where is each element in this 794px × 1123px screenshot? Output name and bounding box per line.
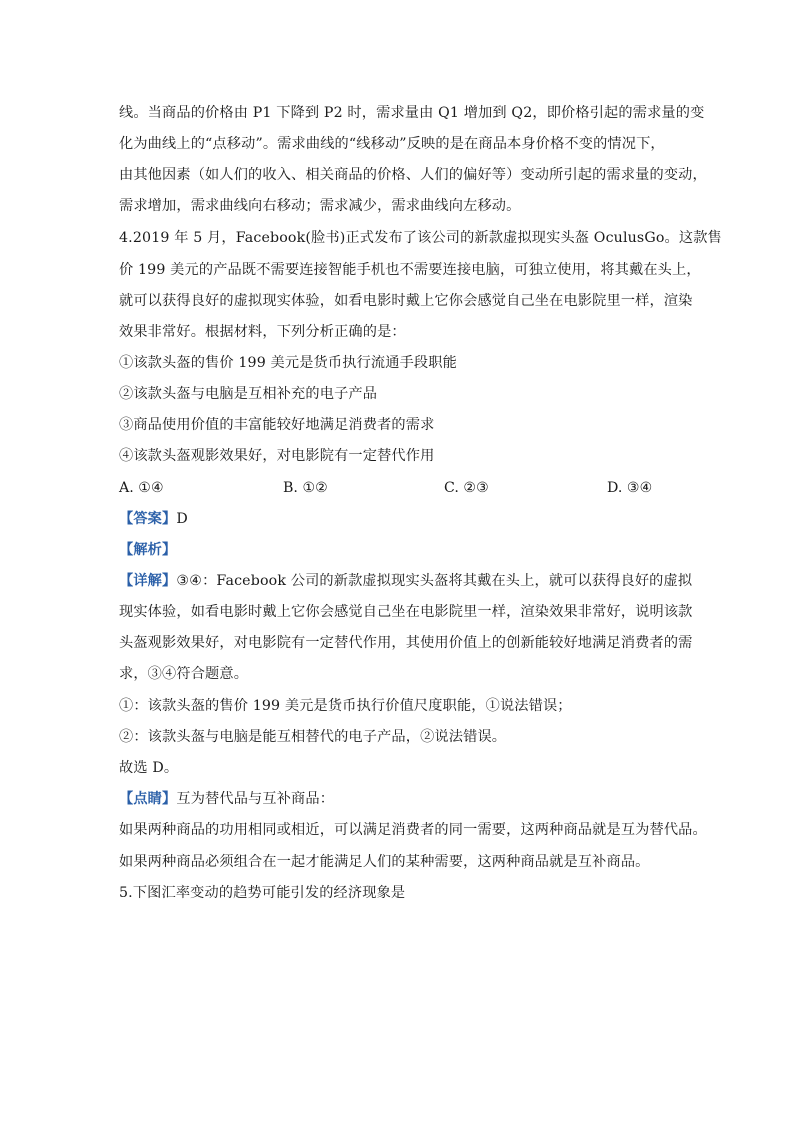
detail-line: [119, 571, 693, 591]
answer-tag: 【答案】: [119, 511, 177, 527]
detail-line: 求，③④符合题意。: [119, 666, 249, 682]
question4-stem-line: 4.2019 年 5 月，Facebook(脸书)正式发布了该公司的新款虚拟现实头盔 OculusGo。这款售: [119, 230, 722, 246]
tip-tag: 【点睛】: [119, 791, 177, 807]
detail-line: ②：该款头盔与电脑是能互相替代的电子产品，②说法错误。: [119, 729, 507, 745]
question4-stem-line: 价 199 美元的产品既不需要连接智能手机也不需要连接电脑，可独立使用，将其戴在头上，: [119, 262, 701, 278]
option-c: C. ②③: [444, 480, 489, 496]
analysis-tag: 【解析】: [119, 542, 177, 558]
answer-value: D: [176, 511, 188, 527]
paragraph-line: 化为曲线上的“点移动”。需求曲线的“线移动”反映的是在商品本身价格不变的情况下，: [119, 136, 665, 152]
detail-tag: 【详解】: [119, 573, 177, 589]
detail-text: ③④：Facebook 公司的新款虚拟现实头盔将其戴在头上，就可以获得良好的虚拟: [176, 573, 693, 589]
paragraph-line: 需求增加，需求曲线向右移动；需求减少，需求曲线向左移动。: [119, 198, 521, 214]
tip-line: [119, 789, 679, 809]
detail-line: ①：该款头盔的售价 199 美元是货币执行价值尺度职能，①说法错误；: [119, 698, 572, 714]
detail-line: 头盔观影效果好，对电影院有一定替代作用，其使用价值上的创新能较好地满足消费者的需: [119, 635, 693, 651]
option-a: A. ①④: [119, 480, 164, 496]
answer-line: [119, 509, 679, 529]
analysis-line: [119, 540, 679, 560]
option-d: D. ③④: [607, 480, 653, 496]
tip-title: 互为替代品与互补商品：: [176, 791, 335, 807]
statement-2: ②该款头盔与电脑是互相补充的电子产品: [119, 386, 378, 402]
statement-4: ④该款头盔观影效果好，对电影院有一定替代作用: [119, 448, 435, 464]
tip-text: 如果两种商品的功用相同或相近，可以满足消费者的同一需要，这两种商品就是互为替代品。: [119, 822, 707, 838]
question4-stem-line: 就可以获得良好的虚拟现实体验，如看电影时戴上它你会感觉自己坐在电影院里一样，渲染: [119, 293, 693, 309]
paragraph-line: 线。当商品的价格由 P1 下降到 P2 时，需求量由 Q1 增加到 Q2，即价格引起的需求量的变: [119, 105, 705, 121]
statement-1: ①该款头盔的售价 199 美元是货币执行流通手段职能: [119, 355, 457, 371]
detail-line: 故选 D。: [119, 760, 179, 776]
option-b: B. ①②: [283, 480, 328, 496]
paragraph-line: 由其他因素（如人们的收入、相关商品的价格、人们的偏好等）变动所引起的需求量的变动，: [119, 167, 707, 183]
question4-stem-line: 效果非常好。根据材料，下列分析正确的是：: [119, 324, 406, 340]
statement-3: ③商品使用价值的丰富能较好地满足消费者的需求: [119, 417, 435, 433]
detail-line: 现实体验，如看电影时戴上它你会感觉自己坐在电影院里一样，渲染效果非常好，说明该款: [119, 604, 693, 620]
question5-stem: 5.下图汇率变动的趋势可能引发的经济现象是: [119, 885, 406, 901]
tip-text: 如果两种商品必须组合在一起才能满足人们的某种需要，这两种商品就是互补商品。: [119, 854, 650, 870]
